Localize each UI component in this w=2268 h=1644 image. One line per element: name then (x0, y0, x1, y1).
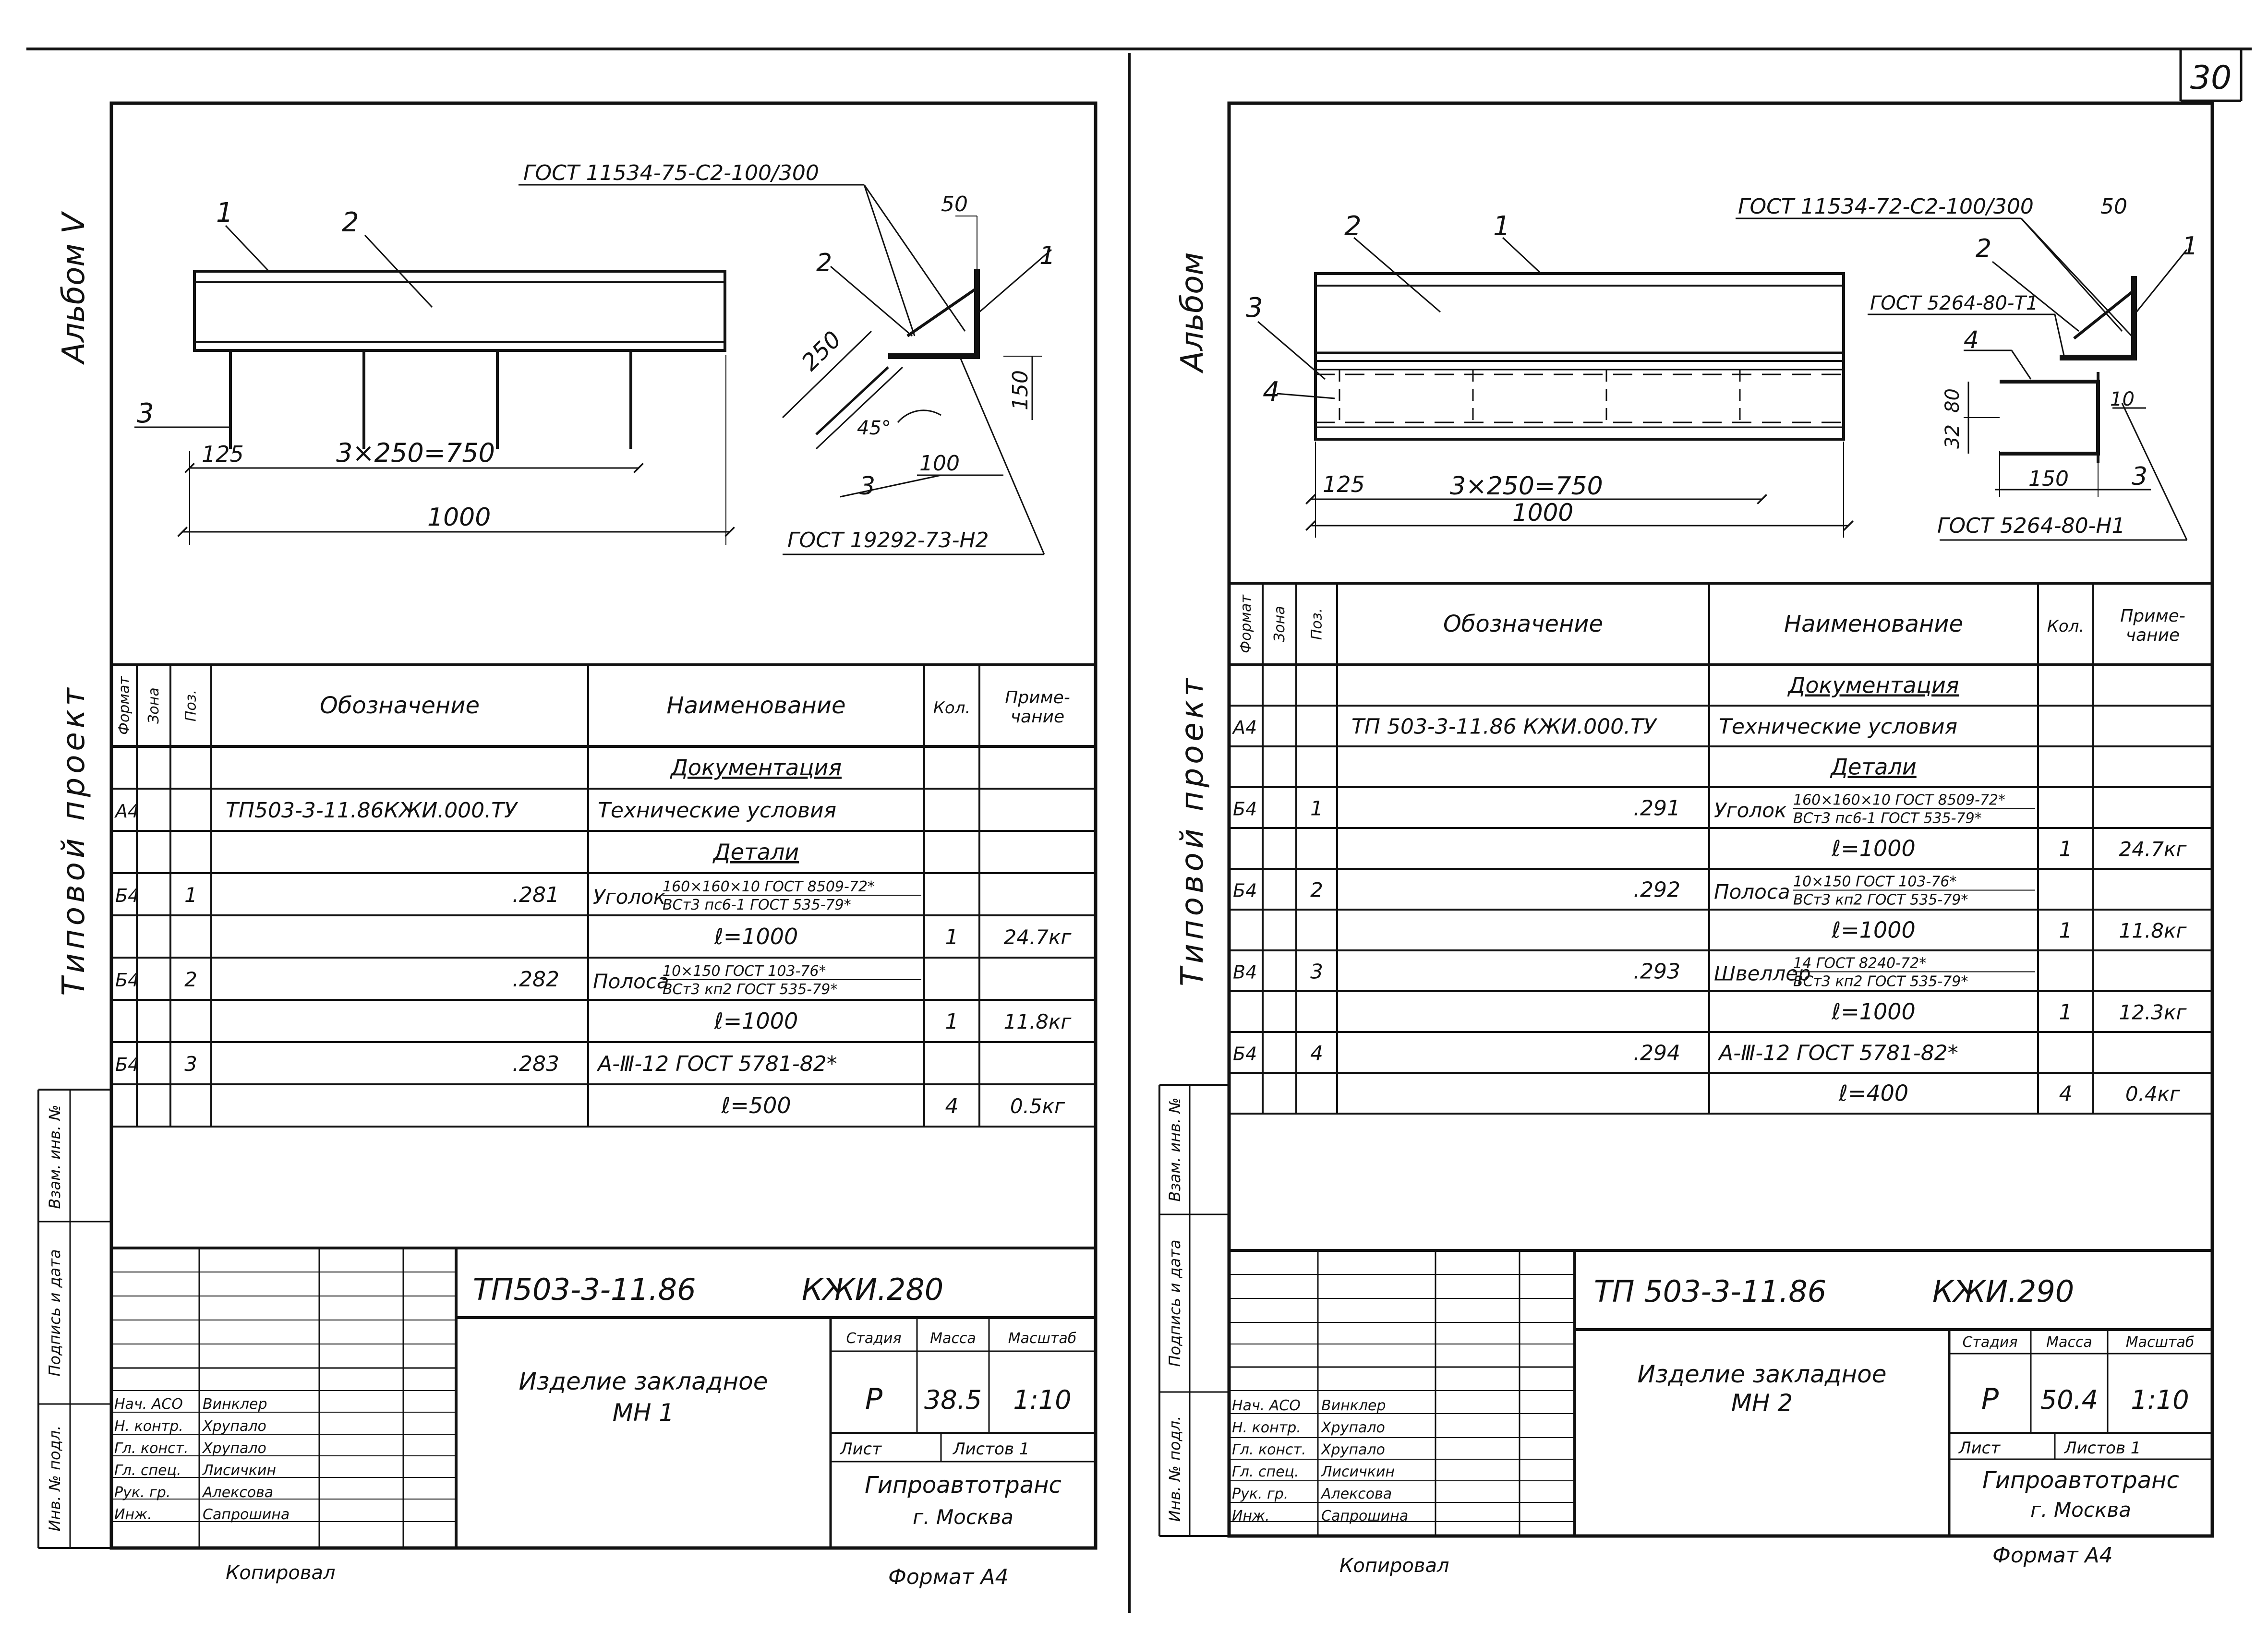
signer-role: Гл. спец. (1232, 1464, 1299, 1480)
right-scale-header: Масштаб (2125, 1334, 2195, 1351)
side-field-sign: Подпись и дата (1166, 1239, 1184, 1367)
dim-10: 10 (2110, 388, 2135, 410)
col-header-note: Приме-чание (1005, 688, 1070, 727)
cell-format: Б4 (1233, 798, 1257, 820)
left-doc-mark: КЖИ.280 (802, 1272, 944, 1307)
cell-designation: .293 (1633, 959, 1680, 984)
cell-name: А-Ⅲ-12 ГОСТ 5781-82* (1719, 1041, 1958, 1066)
col-header: Зона (145, 687, 162, 724)
spec-row (1229, 672, 2212, 706)
left-sheet (38, 103, 1096, 1589)
side-album-label: Альбом (1175, 252, 1210, 372)
right-stage: Р (1981, 1382, 1999, 1416)
spec-row (111, 878, 1096, 915)
dim-80: 80 (1942, 388, 1964, 413)
left-sheets-label: Листов 1 (953, 1440, 1030, 1459)
section-callout-3: 3 (2132, 462, 2148, 491)
dim-125: 125 (202, 441, 244, 467)
cell-designation: ТП 503-3-11.86 КЖИ.000.ТУ (1351, 714, 1656, 739)
section-callout-2: 2 (816, 249, 832, 277)
section-title: Документация (1788, 672, 1959, 698)
col-header: Кол. (933, 698, 971, 718)
cell-name: Швеллер (1714, 961, 1811, 985)
spec-row (1229, 1080, 2212, 1114)
cell-pos: 1 (1310, 796, 1323, 820)
signer-role: Н. контр. (1232, 1419, 1301, 1436)
cell-name: ℓ=500 (721, 1092, 791, 1118)
cell-format: Б4 (115, 885, 140, 906)
cell-format: Б4 (1233, 1043, 1257, 1065)
cell-name-numerator: 10×150 ГОСТ 103-76* (1793, 873, 1957, 890)
right-sheet (1159, 103, 2212, 1577)
cell-pos: 3 (184, 1052, 197, 1076)
cell-qty: 1 (2059, 918, 2073, 943)
callout-2: 2 (1344, 211, 1362, 242)
side-field-inv: Инв. № подл. (46, 1425, 64, 1532)
col-header: Поз. (1308, 608, 1326, 640)
gost-bottom-right: ГОСТ 5264-80-Н1 (1937, 514, 2125, 538)
right-sheets-label: Листов 1 (2064, 1439, 2141, 1458)
spec-row (111, 839, 1096, 873)
signer-name: Винклер (1321, 1397, 1386, 1414)
dim-1000: 1000 (427, 503, 491, 532)
cell-note: 11.8кг (1003, 1010, 1072, 1033)
signer-role: Н. контр. (114, 1418, 183, 1435)
right-side-strip (1159, 252, 1229, 1536)
cell-name-numerator: 160×160×10 ГОСТ 8509-72* (1793, 792, 2005, 809)
cell-name-denominator: ВСт3 кп2 ГОСТ 535-79* (1793, 973, 1968, 990)
cell-pos: 2 (184, 968, 197, 991)
right-doc-mark: КЖИ.290 (1932, 1274, 2075, 1309)
left-side-strip (38, 211, 111, 1548)
cell-name: Полоса (593, 970, 669, 993)
right-stage-header: Стадия (1962, 1334, 2018, 1351)
cell-designation: .292 (1633, 877, 1680, 902)
signer-name: Винклер (203, 1396, 267, 1413)
right-item-sub: МН 2 (1731, 1389, 1793, 1417)
right-format: Формат А4 (1992, 1543, 2113, 1568)
signer-name: Сапрошина (1321, 1508, 1409, 1524)
cell-note: 0.4кг (2125, 1082, 2181, 1106)
col-header-note: Приме-чание (2120, 606, 2185, 645)
cell-name-numerator: 10×150 ГОСТ 103-76* (663, 963, 826, 980)
spec-row (1229, 792, 2212, 828)
signer-name: Хрупало (203, 1440, 266, 1457)
cell-pos: 3 (1310, 960, 1323, 984)
callout-1: 1 (216, 197, 233, 228)
callout-1: 1 (1493, 211, 1510, 242)
signer-role: Рук. гр. (1232, 1486, 1289, 1502)
side-project-label: Типовой проект (56, 684, 92, 996)
cell-designation: .283 (512, 1052, 559, 1076)
right-spec-table (1229, 583, 2212, 1114)
right-copied-by: Копировал (1339, 1555, 1449, 1577)
cell-name: Полоса (1714, 880, 1790, 904)
cell-name: ℓ=1000 (714, 1008, 798, 1034)
gost-top-left: ГОСТ 11534-75-С2-100/300 (523, 161, 819, 185)
cell-qty: 1 (945, 1009, 959, 1034)
right-mass-header: Масса (2046, 1334, 2092, 1351)
left-sheet-label: Лист (840, 1440, 882, 1459)
spec-row (111, 963, 1096, 1000)
signer-role: Нач. АСО (1232, 1397, 1301, 1414)
right-scale: 1:10 (2131, 1385, 2189, 1415)
spec-row (1229, 874, 2212, 910)
signer-name: Алексова (203, 1484, 274, 1501)
cell-note: 12.3кг (2119, 1000, 2187, 1024)
right-section-view (1736, 194, 2198, 540)
left-mass: 38.5 (924, 1385, 982, 1415)
section-callout-2: 2 (1976, 234, 1992, 263)
signer-name: Сапрошина (203, 1506, 290, 1523)
page-number: 30 (2190, 59, 2232, 97)
spec-row (1229, 1041, 2212, 1073)
dim-100: 100 (919, 451, 960, 476)
cell-name: Уголок (593, 885, 666, 909)
signer-role: Нач. АСО (114, 1396, 183, 1413)
cell-format: Б4 (115, 970, 140, 991)
col-header: Формат (116, 676, 133, 735)
side-album-label: Альбом Ⅴ (56, 213, 92, 363)
cell-format: Б4 (115, 1054, 140, 1075)
right-item-name: Изделие закладное (1637, 1360, 1887, 1388)
cell-name: ℓ=1000 (1832, 835, 1916, 862)
spec-row (111, 1008, 1096, 1042)
left-title-block (111, 1248, 1096, 1548)
left-part-drawing (134, 197, 730, 545)
spec-row (111, 1052, 1096, 1084)
dim-32: 32 (1942, 424, 1964, 449)
gost-mid-right: ГОСТ 5264-80-Т1 (1870, 292, 2039, 314)
cell-qty: 4 (945, 1094, 959, 1118)
left-scale: 1:10 (1013, 1385, 1072, 1415)
signer-name: Лисичкин (203, 1462, 277, 1479)
cell-name: Уголок (1714, 798, 1787, 822)
signer-name: Алексова (1321, 1486, 1392, 1502)
cell-name: ℓ=1000 (1832, 998, 1916, 1025)
side-field-inv: Инв. № подл. (1166, 1416, 1184, 1522)
left-format: Формат А4 (888, 1565, 1009, 1589)
dim-50: 50 (941, 192, 968, 216)
signer-role: Инж. (1232, 1508, 1270, 1524)
cell-name: А-Ⅲ-12 ГОСТ 5781-82* (598, 1052, 837, 1076)
section-title: Документация (670, 755, 842, 780)
col-header: Обозначение (1443, 611, 1604, 637)
col-header: Кол. (2047, 617, 2085, 636)
spec-row (1229, 917, 2212, 951)
left-scale-header: Масштаб (1008, 1330, 1077, 1347)
cell-note: 24.7кг (2119, 837, 2187, 861)
section-callout-3: 3 (859, 472, 876, 501)
right-title-block (1229, 1250, 2212, 1536)
side-field-replace: Взам. инв. № (1166, 1097, 1184, 1202)
cell-designation: ТП503-3-11.86КЖИ.000.ТУ (226, 798, 517, 823)
col-header: Формат (1238, 595, 1255, 653)
left-stage-header: Стадия (846, 1330, 902, 1347)
signer-role: Инж. (114, 1506, 152, 1523)
col-header: Наименование (666, 692, 846, 719)
cell-qty: 1 (2059, 1000, 2073, 1025)
cell-note: 24.7кг (1003, 925, 1072, 949)
left-org: Гипроавтотранс (865, 1472, 1062, 1499)
section-title: Детали (713, 839, 799, 865)
cell-designation: .291 (1633, 796, 1680, 821)
signer-role: Гл. конст. (114, 1440, 189, 1457)
dim-750: 3×250=750 (1450, 472, 1603, 501)
cell-qty: 1 (2059, 837, 2073, 862)
col-header: Зона (1271, 606, 1288, 642)
callout-4: 4 (1263, 376, 1280, 408)
cell-pos: 2 (1310, 878, 1323, 902)
signer-name: Хрупало (1321, 1441, 1385, 1458)
cell-name: ℓ=1000 (714, 924, 798, 949)
spec-row (111, 798, 1096, 831)
dim-250: 250 (796, 326, 847, 376)
left-item-sub: МН 1 (612, 1399, 675, 1427)
cell-note: 11.8кг (2119, 919, 2187, 943)
signer-role: Гл. конст. (1232, 1441, 1306, 1458)
left-mass-header: Масса (930, 1330, 976, 1347)
cell-name: Технические условия (598, 798, 837, 823)
cell-name-denominator: ВСт3 кп2 ГОСТ 535-79* (1793, 891, 1968, 909)
cell-name: ℓ=1000 (1832, 917, 1916, 943)
cell-pos: 1 (184, 883, 197, 907)
side-field-replace: Взам. инв. № (46, 1104, 64, 1209)
signer-name: Хрупало (203, 1418, 266, 1435)
spec-row (1229, 955, 2212, 992)
spec-row (111, 755, 1096, 789)
spec-row (1229, 999, 2212, 1032)
cell-format: В4 (1233, 961, 1257, 983)
spec-row (111, 924, 1096, 958)
spec-row (1229, 836, 2212, 869)
cell-qty: 4 (2059, 1081, 2073, 1106)
cell-designation: .294 (1633, 1041, 1680, 1066)
cell-format: А4 (1233, 717, 1257, 738)
col-header: Наименование (1784, 611, 1964, 637)
left-spec-table (111, 665, 1096, 1127)
right-city: г. Москва (2030, 1498, 2131, 1522)
callout-3: 3 (1246, 292, 1263, 324)
right-mass: 50.4 (2040, 1385, 2099, 1415)
cell-qty: 1 (945, 925, 959, 949)
right-sheet-label: Лист (1959, 1439, 2001, 1458)
cell-format: А4 (115, 801, 140, 822)
side-field-sign: Подпись и дата (46, 1249, 64, 1377)
cell-note: 0.5кг (1010, 1094, 1065, 1118)
cell-name: Технические условия (1719, 714, 1958, 739)
cell-name: ℓ=400 (1838, 1080, 1909, 1106)
signer-role: Рук. гр. (114, 1484, 171, 1501)
signer-role: Гл. спец. (114, 1462, 181, 1479)
spec-row (111, 1092, 1096, 1127)
left-copied-by: Копировал (226, 1562, 336, 1584)
dim-45deg: 45° (857, 417, 891, 439)
callout-3: 3 (137, 398, 154, 429)
gost-top-right: ГОСТ 11534-72-С2-100/300 (1738, 194, 2034, 219)
side-project-label: Типовой проект (1175, 674, 1210, 986)
dim-1000: 1000 (1512, 499, 1574, 527)
left-section-view (519, 161, 1055, 554)
cell-pos: 4 (1310, 1041, 1323, 1065)
left-doc-code: ТП503-3-11.86 (473, 1272, 696, 1307)
cell-name-denominator: ВСт3 пс6-1 ГОСТ 535-79* (1793, 810, 1982, 827)
right-part-drawing (1246, 211, 1848, 538)
cell-designation: .281 (512, 883, 559, 907)
spec-row (1229, 754, 2212, 788)
right-org: Гипроавтотранс (1982, 1467, 2179, 1494)
section-callout-4: 4 (1964, 326, 1979, 354)
spec-row (1229, 715, 2212, 747)
col-header: Обозначение (319, 692, 480, 719)
dim-750: 3×250=750 (336, 438, 495, 468)
section-title: Детали (1831, 754, 1917, 780)
col-header: Поз. (182, 689, 200, 722)
cell-name-denominator: ВСт3 пс6-1 ГОСТ 535-79* (663, 897, 851, 913)
cell-name-numerator: 160×160×10 ГОСТ 8509-72* (663, 878, 875, 895)
gost-bottom-left: ГОСТ 19292-73-Н2 (787, 528, 989, 552)
callout-2: 2 (342, 207, 359, 238)
section-callout-1: 1 (1039, 241, 1056, 270)
signer-name: Хрупало (1321, 1419, 1385, 1436)
cell-format: Б4 (1233, 880, 1257, 901)
right-doc-code: ТП 503-3-11.86 (1594, 1274, 1827, 1309)
dim-150: 150 (2028, 467, 2069, 491)
left-city: г. Москва (913, 1505, 1013, 1529)
dim-125: 125 (1323, 471, 1365, 497)
cell-name-numerator: 14 ГОСТ 8240-72* (1793, 955, 1927, 972)
left-item-name: Изделие закладное (519, 1368, 768, 1395)
signer-name: Лисичкин (1321, 1464, 1395, 1480)
dim-150: 150 (1008, 370, 1033, 410)
section-callout-1: 1 (2182, 232, 2198, 261)
left-stage: Р (865, 1382, 883, 1416)
cell-name-denominator: ВСт3 кп2 ГОСТ 535-79* (663, 981, 838, 998)
cell-designation: .282 (512, 967, 559, 992)
dim-50: 50 (2100, 194, 2127, 219)
